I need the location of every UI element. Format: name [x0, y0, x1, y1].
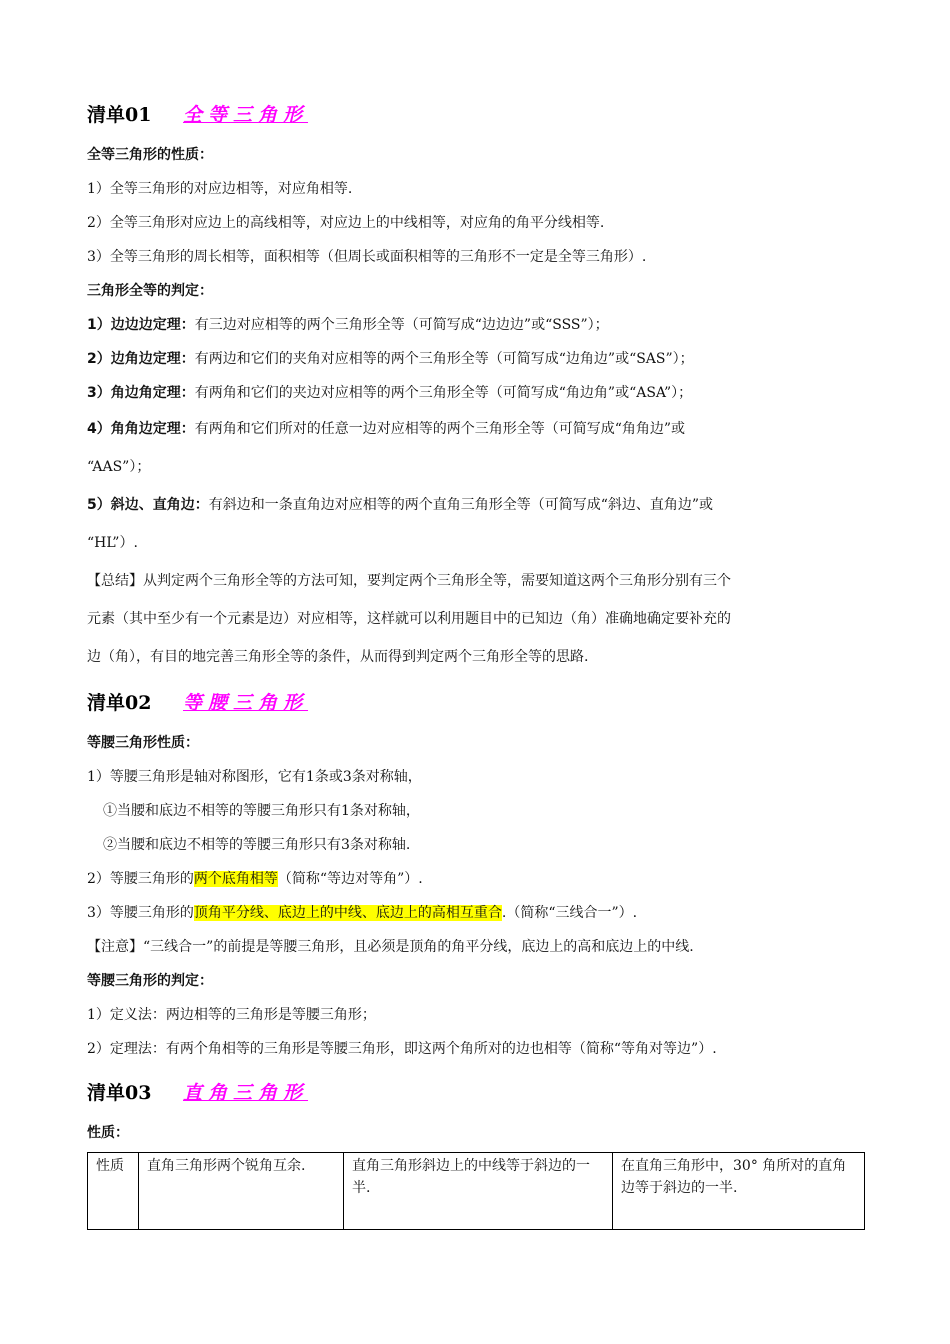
table-cell: 直角三角形两个锐角互余. — [139, 1153, 344, 1230]
section-title: 全等三角形 — [183, 104, 309, 126]
theorem-line — [87, 486, 865, 524]
theorem-text: 有两边和它们的夹角对应相等的两个三角形全等（可简写成“边角边”或“SAS”）； — [194, 351, 694, 367]
text-line: ①当腰和底边不相等的等腰三角形只有1条对称轴， — [103, 803, 420, 819]
text-span: 2）等腰三角形的 — [87, 871, 194, 887]
theorem-line — [87, 342, 865, 376]
theorem-term: 5）斜边、直角边： — [87, 497, 209, 513]
table-cell: 在直角三角形中，30° 角所对的直角边等于斜边的一半. — [613, 1153, 865, 1230]
section-number: 清单03 — [87, 1082, 152, 1104]
text-line: 1）等腰三角形是轴对称图形，它有1条或3条对称轴， — [87, 769, 422, 785]
subheading: 三角形全等的判定： — [87, 283, 213, 299]
section-2-heading — [87, 688, 865, 716]
theorem-term: 4）角角边定理： — [87, 421, 195, 437]
text-line: 2）定理法：有两个角相等的三角形是等腰三角形，即这两个角所对的边也相等（简称“等角对等边”）. — [87, 1041, 717, 1057]
theorem-term: 3）角边角定理： — [87, 385, 195, 401]
section-1-heading — [87, 100, 865, 128]
properties-table — [87, 1152, 865, 1230]
table-row — [88, 1153, 865, 1230]
text-line: 2）全等三角形对应边上的高线相等，对应边上的中线相等，对应角的角平分线相等. — [87, 215, 605, 231]
summary-line: 元素（其中至少有一个元素是边）对应相等，这样就可以利用题目中的已知边（角）准确地确定要补充的 — [87, 611, 731, 627]
subheading: 等腰三角形性质： — [87, 735, 199, 751]
theorem-term: 2）边角边定理： — [87, 351, 195, 367]
section-title: 等腰三角形 — [183, 692, 309, 714]
theorem-text: 有三边对应相等的两个三角形全等（可简写成“边边边”或“SSS”）； — [194, 317, 609, 333]
theorem-text: 有斜边和一条直角边对应相等的两个直角三角形全等（可简写成“斜边、直角边”或 — [208, 497, 714, 513]
text-span: .（简称“三线合一”）. — [501, 905, 638, 921]
section-number: 清单01 — [87, 104, 152, 126]
text-line: 1）定义法：两边相等的三角形是等腰三角形； — [87, 1007, 376, 1023]
text-line — [87, 862, 865, 896]
table-label-cell: 性质 — [88, 1153, 139, 1230]
theorem-continuation: “AAS”）； — [87, 459, 151, 475]
text-line — [87, 896, 865, 930]
theorem-line — [87, 410, 865, 448]
text-line: ②当腰和底边不相等的等腰三角形只有3条对称轴. — [103, 837, 411, 853]
summary-line: 【总结】从判定两个三角形全等的方法可知，要判定两个三角形全等，需要知道这两个三角形分别有三个 — [87, 573, 731, 589]
theorem-line — [87, 376, 865, 410]
subheading: 全等三角形的性质： — [87, 147, 213, 163]
table-cell: 直角三角形斜边上的中线等于斜边的一半. — [344, 1153, 613, 1230]
section-title: 直角三角形 — [183, 1082, 309, 1104]
theorem-term: 1）边边边定理： — [87, 317, 195, 333]
text-span: （简称“等边对等角”）. — [277, 871, 423, 887]
subheading: 等腰三角形的判定： — [87, 973, 213, 989]
theorem-text: 有两角和它们的夹边对应相等的两个三角形全等（可简写成“角边角”或“ASA”）； — [194, 385, 693, 401]
section-3-heading — [87, 1078, 865, 1106]
subheading: 性质： — [87, 1125, 129, 1141]
document-page — [87, 100, 865, 1230]
theorem-continuation: “HL”）. — [87, 535, 138, 551]
note-line: 【注意】“三线合一”的前提是等腰三角形，且必须是顶角的角平分线，底边上的高和底边上的中线. — [87, 939, 694, 955]
text-span: 3）等腰三角形的 — [87, 905, 194, 921]
text-line: 3）全等三角形的周长相等，面积相等（但周长或面积相等的三角形不一定是全等三角形）. — [87, 249, 647, 265]
theorem-text: 有两角和它们所对的任意一边对应相等的两个三角形全等（可简写成“角角边”或 — [194, 421, 686, 437]
highlighted-text: 顶角平分线、底边上的中线、底边上的高相互重合 — [193, 905, 502, 921]
section-number: 清单02 — [87, 692, 152, 714]
summary-line: 边（角），有目的地完善三角形全等的条件，从而得到判定两个三角形全等的思路. — [87, 649, 589, 665]
text-line: 1）全等三角形的对应边相等，对应角相等. — [87, 181, 353, 197]
theorem-line — [87, 308, 865, 342]
highlighted-text: 两个底角相等 — [193, 871, 278, 887]
